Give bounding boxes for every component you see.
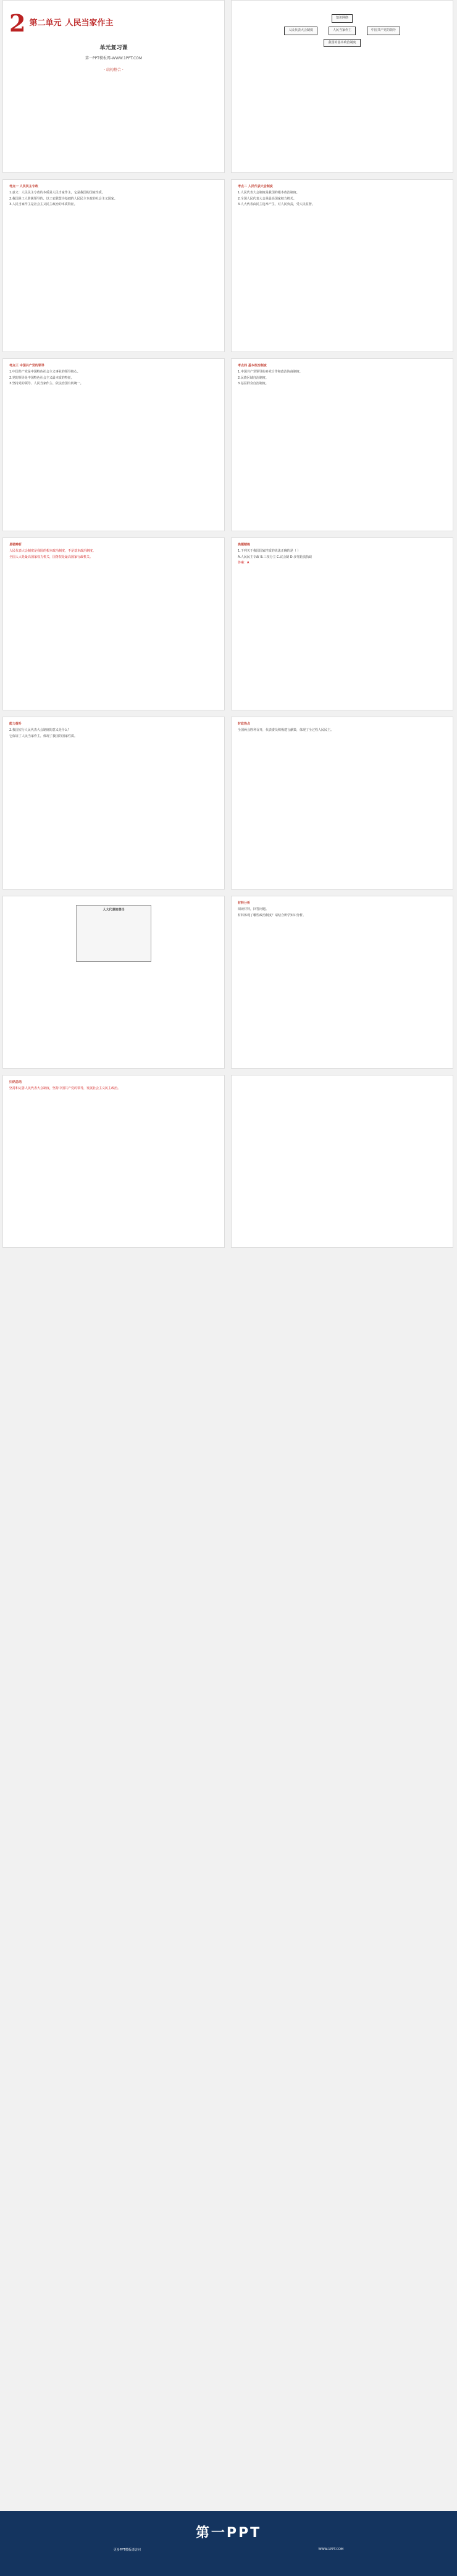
cover-subtitle: 单元复习课 — [99, 44, 128, 51]
diagram-left: 人民代表大会制度 — [284, 27, 317, 35]
slide-line: A.人民民主专政 B.三权分立 C.议会制 D.多党轮流执政 — [238, 555, 312, 559]
footer-links — [0, 2541, 457, 2558]
content-slide — [231, 358, 453, 531]
unit-number: 2 — [9, 9, 26, 37]
cover-site[interactable]: 第一PPT模板网-WWW.1PPT.COM — [85, 56, 143, 61]
slide-line: 2.全国人民代表大会是最高国家权力机关。 — [238, 196, 296, 201]
content-slide — [231, 537, 453, 710]
image-caption: 人大代表的责任 — [103, 908, 125, 912]
diagram-bottom: 我国的基本政治制度 — [324, 39, 360, 48]
cover-slide — [2, 0, 225, 173]
slide-tag: 考点二 人民代表大会制度 — [238, 185, 273, 188]
slide-line: 1.意义：人民民主专政的本质是人民当家作主，它是我国的国家性质。 — [9, 190, 105, 195]
slide-line: 3.基层群众自治制度。 — [238, 382, 269, 386]
slide-line: 2.我国实行人民代表大会制度的意义是什么？ — [9, 728, 71, 732]
content-slide — [2, 537, 225, 710]
footer-right-link[interactable]: WWW.1PPT.COM — [318, 2548, 344, 2551]
slide-tag: 考点三 中国共产党的领导 — [9, 364, 44, 368]
slide-line: 它保证了人民当家作主，体现了我国的国家性质。 — [9, 734, 78, 738]
slide-line: 人民代表大会制度是我国的根本政治制度，不是基本政治制度。 — [9, 549, 96, 553]
content-slide — [2, 358, 225, 531]
knowledge-diagram — [238, 14, 447, 47]
slide-tag: 归纳总结 — [9, 1080, 22, 1084]
diagram-top: 知识网络 — [332, 14, 353, 23]
diagram-center: 人民当家作主 — [329, 27, 356, 35]
slide-tag: 时政热点 — [238, 722, 251, 726]
slide-line: 1.中国共产党是中国特色社会主义事业的领导核心。 — [9, 369, 80, 374]
slide-line: 材料体现了哪些政治制度？请结合所学知识分析。 — [238, 913, 306, 917]
content-slide — [231, 179, 453, 352]
slide-line: 2.民族区域自治制度。 — [238, 376, 269, 380]
content-slide — [231, 717, 453, 890]
diagram-right: 中国共产党的领导 — [367, 27, 400, 35]
slide-line: 2.党的领导是中国特色社会主义最本质的特征。 — [9, 376, 74, 380]
slide-line: 3.人民当家作主是社会主义民主政治的本质特征。 — [9, 203, 77, 207]
content-slide — [2, 717, 225, 890]
diagram-slide — [231, 0, 453, 173]
diagram-row — [284, 27, 400, 35]
content-slide — [231, 896, 453, 1069]
slide-line: 答案：A — [238, 561, 249, 565]
unit-title: 人民当家作主 — [65, 19, 114, 28]
slide-tag: 材料分析 — [238, 901, 251, 905]
content-slide — [2, 179, 225, 352]
cartoon-image — [76, 905, 151, 962]
section-label: · 结构整合 · — [104, 68, 124, 73]
slide-line: 2.我国是工人阶级领导的、以工农联盟为基础的人民民主专政的社会主义国家。 — [9, 196, 117, 201]
slide-line: 1.中国共产党领导的多党合作和政治协商制度。 — [238, 369, 303, 374]
slide-tag: 能力提升 — [9, 722, 22, 726]
slide-tag: 易错辨析 — [9, 543, 22, 547]
slide-tag: 考点四 基本政治制度 — [238, 364, 267, 368]
slide-line: 全国两会胜利召开，代表委员积极建言献策，体现了全过程人民民主。 — [238, 728, 334, 732]
slide-line: 3.人大代表由民主选举产生，对人民负责，受人民监督。 — [238, 203, 315, 207]
slide-line: 1.人民代表大会制度是我国的根本政治制度。 — [238, 190, 300, 195]
slide-line: 1.下列关于我国国家性质的说法正确的是（ ） — [238, 549, 301, 553]
slide-line: 阅读材料，回答问题。 — [238, 907, 269, 911]
slide-grid — [0, 0, 457, 1254]
footer-logo: 第一PPT — [195, 2525, 262, 2541]
footer-left-text: 更多PPT模板请访问 — [113, 2548, 141, 2552]
content-slide — [2, 1075, 225, 1248]
footer — [0, 2511, 457, 2576]
image-slide — [2, 896, 225, 1069]
cover-title — [9, 6, 218, 42]
slide-tag: 典题精练 — [238, 543, 251, 547]
slide-line: 3.坚持党的领导、人民当家作主、依法治国有机统一。 — [9, 382, 83, 386]
slide-line: 全国人大是最高国家权力机关，国务院是最高国家行政机关。 — [9, 555, 93, 559]
slide-tag: 考点一 人民民主专政 — [9, 185, 38, 188]
content-slide — [231, 1075, 453, 1248]
unit-label: 第二单元 — [29, 19, 62, 28]
slide-line: 坚持和完善人民代表大会制度，坚持中国共产党的领导，发展社会主义民主政治。 — [9, 1086, 121, 1090]
